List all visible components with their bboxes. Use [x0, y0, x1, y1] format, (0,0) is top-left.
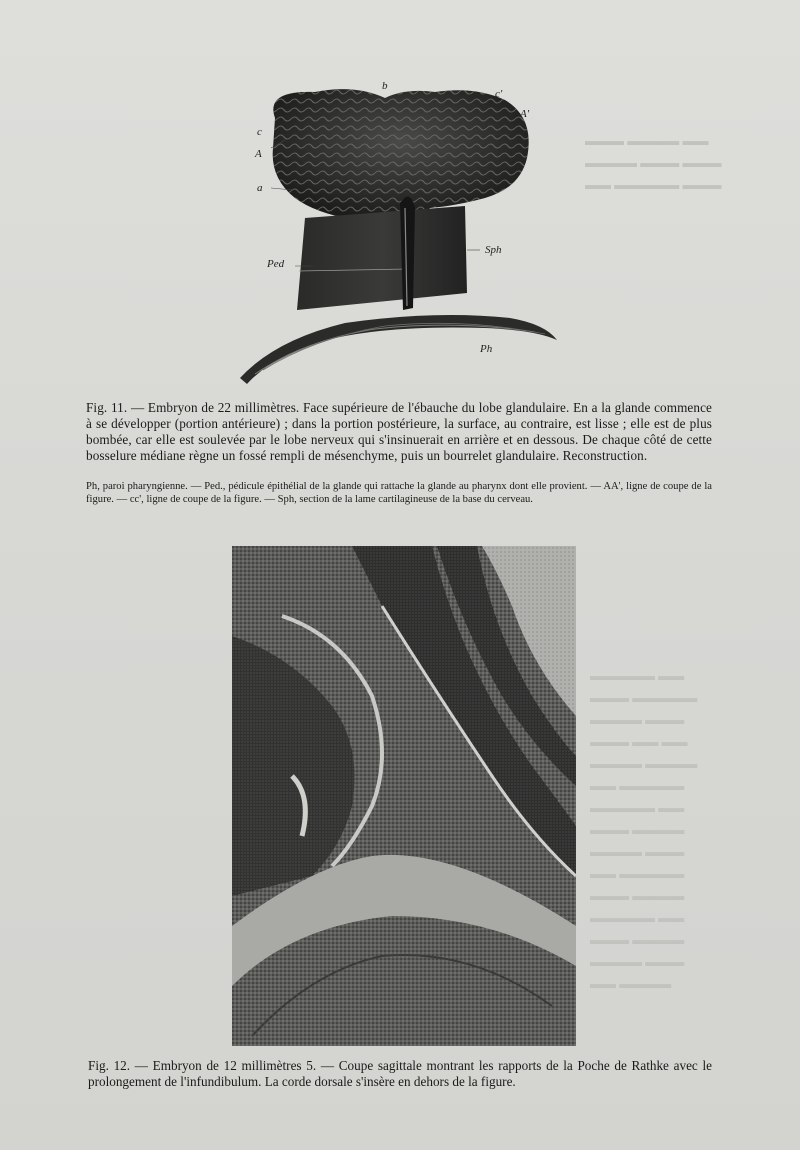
label-c-prime: c'	[495, 88, 503, 100]
label-ph: Ph	[480, 343, 493, 355]
figure-12-caption: Fig. 12. — Embryon de 12 millimètres 5. — Coupe sagittale montrant les rapports de la Poche de Rathke avec le prolongement de l'infundibulum. La corde dorsale s'insère en dehors de la figure.	[88, 1058, 712, 1089]
label-a: a	[257, 182, 263, 194]
figure-12-section	[232, 546, 576, 1046]
figure-11-illustration	[235, 78, 565, 388]
label-ped: Ped	[267, 258, 285, 270]
figure-11-legend: Ph, paroi pharyngienne. — Ped., pédicule épithélial de la glande qui rattache la glande au pharynx dont elle provient. — AA', ligne de coupe de la figure. — cc', ligne de coupe de la figure. — Sph, section de la lame cartilagineuse de la base du cerveau.	[86, 481, 712, 505]
pedicle-block	[297, 206, 467, 310]
bleed-through-right-1: ▬▬▬ ▬▬▬▬ ▬▬ ▬▬▬▬ ▬▬▬ ▬▬▬ ▬▬ ▬▬▬▬▬ ▬▬▬	[585, 133, 722, 192]
pharyngeal-wall	[240, 315, 557, 384]
label-c: c	[257, 126, 262, 138]
figure-11-caption: Fig. 11. — Embryon de 22 millimètres. Face supérieure de l'ébauche du lobe glandulaire. En a la glande commence à se développer (portion antérieure) ; dans la portion postérieure, la surface, au contraire, est lisse ; elle est de plus bombée, car elle est soulevée par le lobe nerveux qui s'insinuerait en arrière et en dessous. De chaque côté de cette bosselure médiane règne un fossé rempli de mésenchyme, puis un bourrelet glandulaire. Reconstruction.	[86, 400, 712, 463]
bleed-through-right-2: ▬▬▬▬▬ ▬▬ ▬▬▬ ▬▬▬▬▬ ▬▬▬▬ ▬▬▬ ▬▬▬ ▬▬ ▬▬ ▬▬▬▬ ▬▬▬▬ ▬▬ ▬▬▬▬▬ ▬▬▬▬▬ ▬▬ ▬▬▬ ▬▬▬▬ ▬▬▬▬ ▬▬▬ ▬▬ ▬▬▬▬▬ ▬▬▬ ▬▬▬▬ ▬▬▬▬▬ ▬▬ ▬▬▬ ▬▬▬▬ ▬▬▬▬ ▬▬▬ ▬▬ ▬▬▬▬	[590, 668, 698, 991]
label-b: b	[382, 80, 388, 92]
label-a-prime: A'	[520, 108, 530, 120]
label-a-upper: A	[255, 148, 262, 160]
figure-11-drawing	[235, 78, 565, 388]
figure-12-micrograph	[232, 546, 576, 1046]
label-sph: Sph	[485, 244, 502, 256]
